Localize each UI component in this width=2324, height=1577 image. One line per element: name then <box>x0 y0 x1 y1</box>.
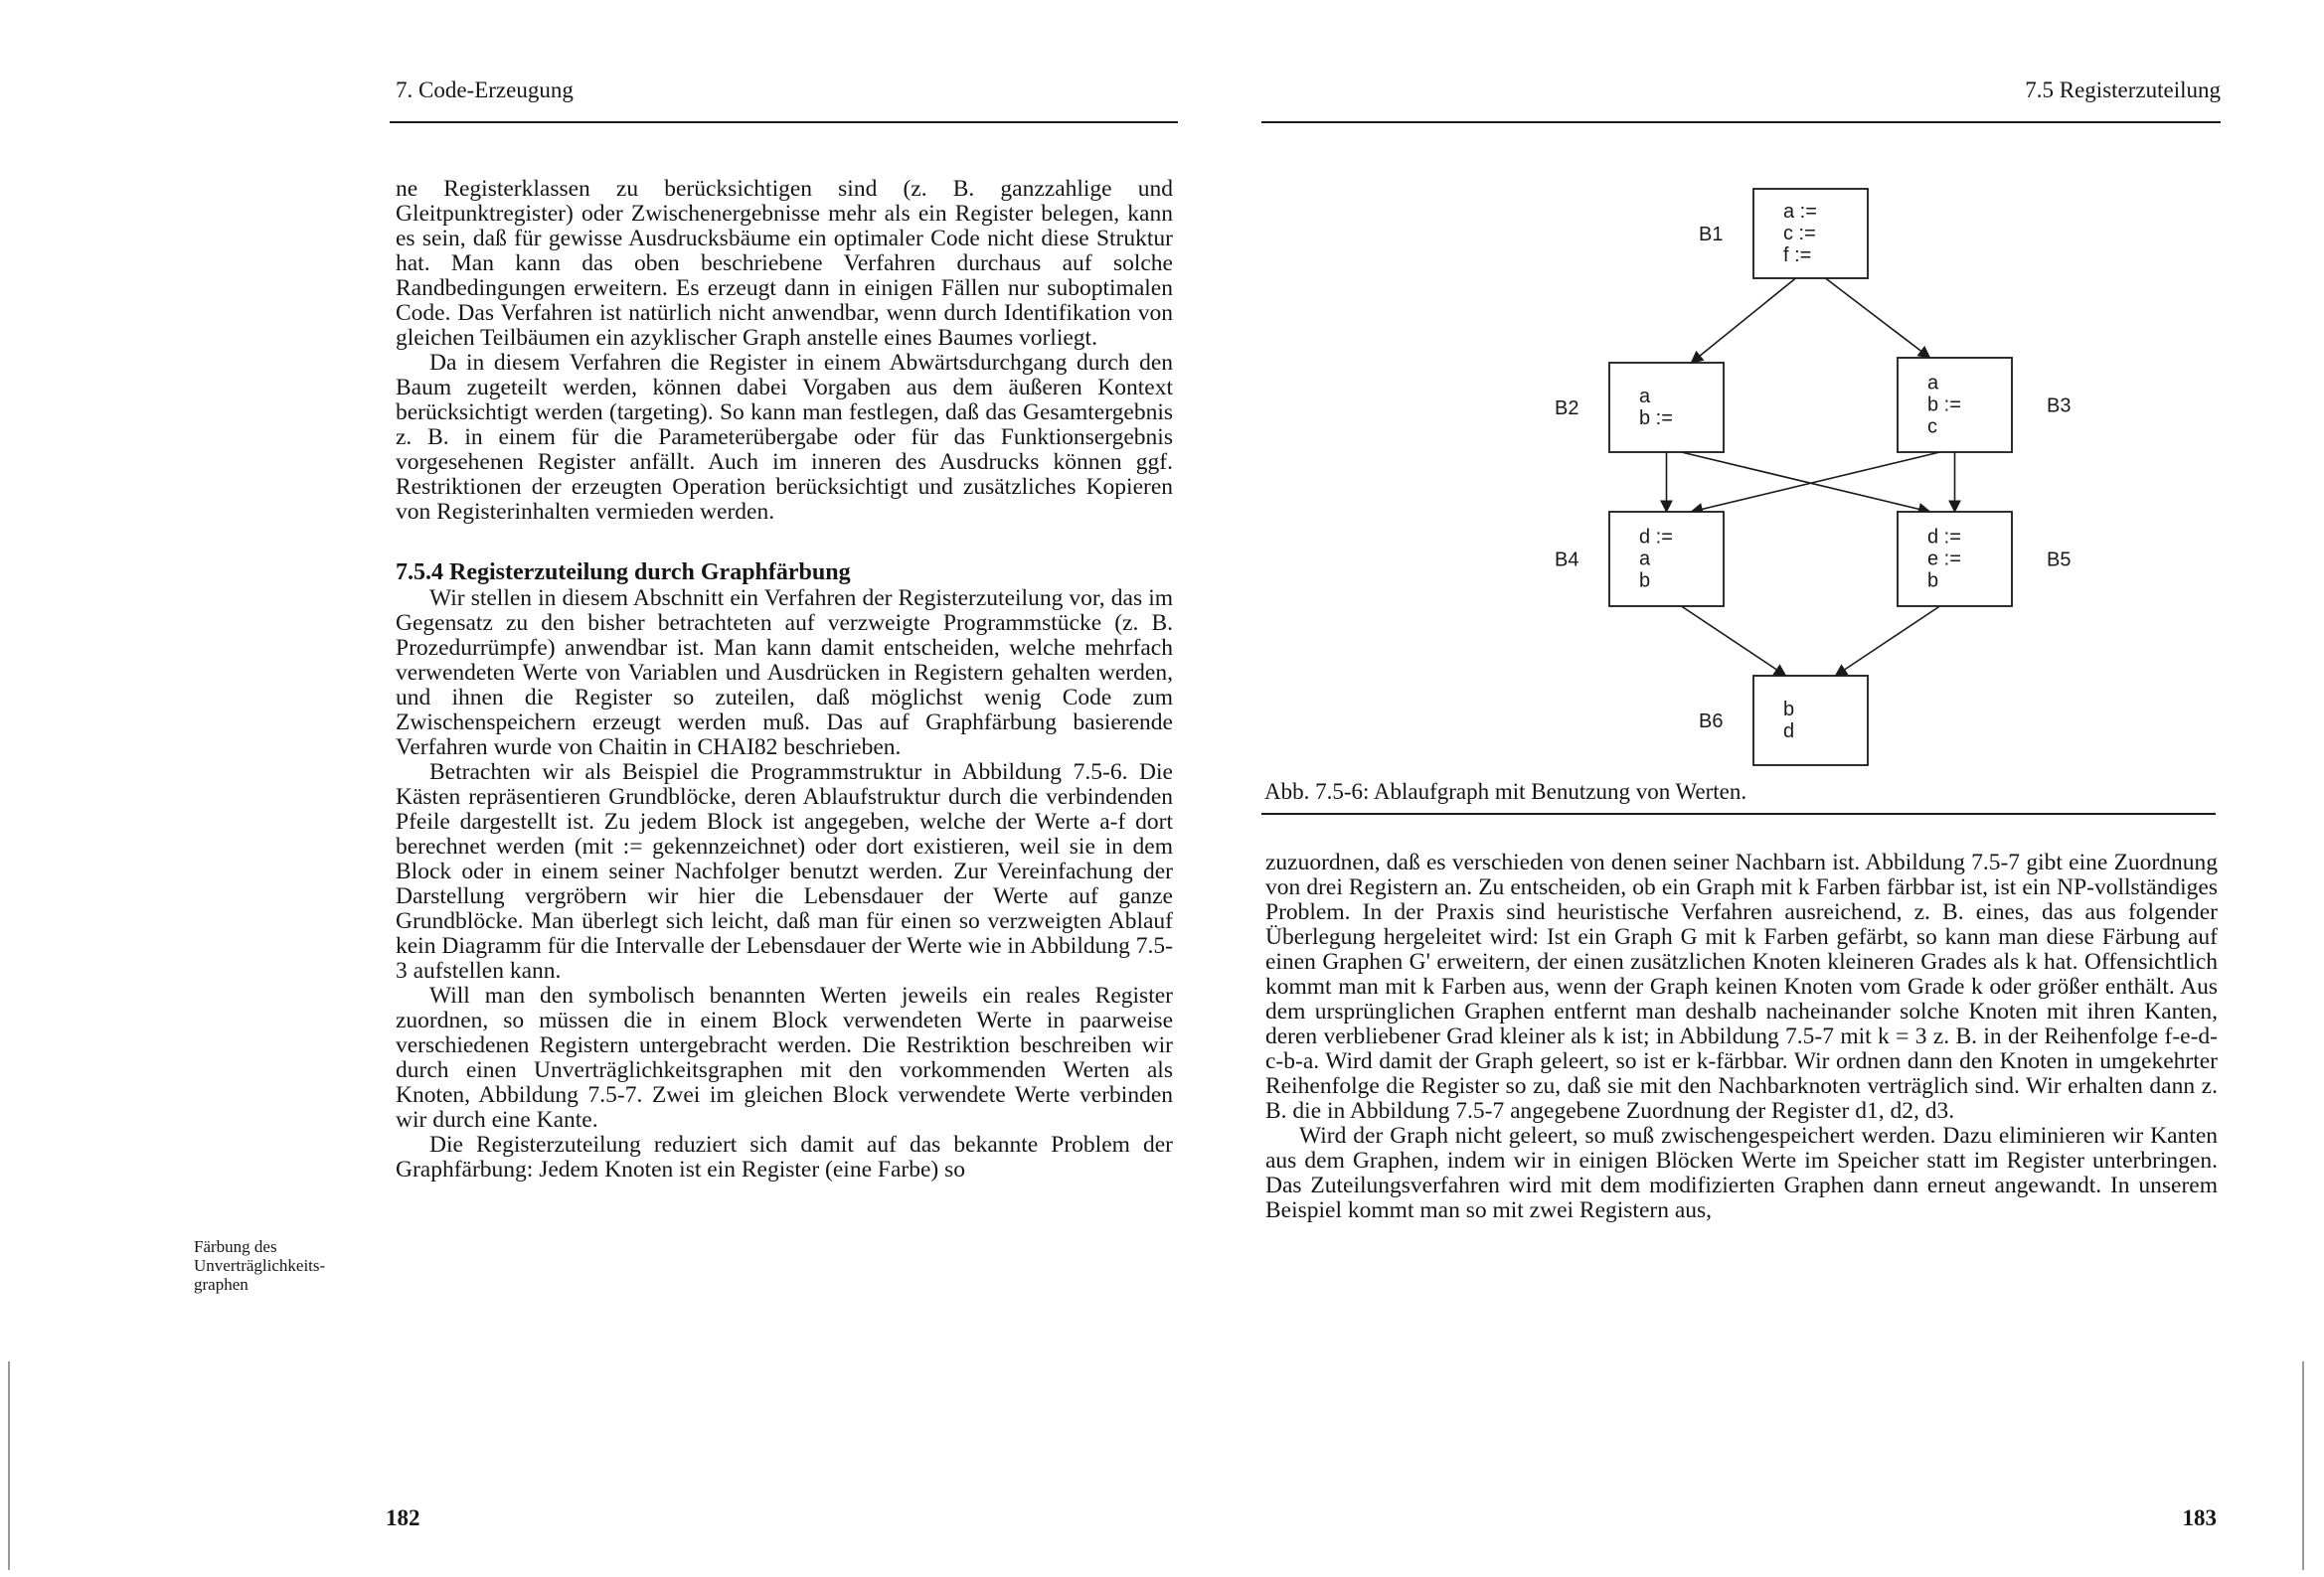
block-value: b <box>1639 569 1651 592</box>
block-value: e := <box>1927 548 1961 570</box>
paragraph: Will man den symbolisch benannten Werten jeweils ein reales Register zuordnen, so müssen die in einem Block verwendeten Werte in paarweise verschiedenen Registern untergebracht werden. Die Restriktion beschreiben wir durch einen Unverträglichkeitsgraphen mit den vorkommenden Werten als Knoten, Abbildung 7.5-7. Zwei im gleichen Block verwendete Werte verbinden wir durch eine Kante. <box>396 983 1173 1133</box>
right-body <box>1265 851 2218 1223</box>
scan-edge-mark <box>8 1361 10 1570</box>
edge-B2-B5 <box>1682 452 1930 512</box>
block-B3 <box>1898 358 2071 452</box>
paragraph: Die Registerzuteilung reduziert sich damit auf das bekannte Problem der Graphfärbung: Jedem Knoten ist ein Register (eine Farbe) so <box>396 1132 1173 1183</box>
page-number-right: 183 <box>2182 1505 2217 1530</box>
paragraph: Wird der Graph nicht geleert, so muß zwischengespeichert werden. Dazu eliminieren wir Kanten aus dem Graphen, indem wir in einigen Blöcken Werte im Speicher statt im Register unterbringen. Das Zuteilungsverfahren wird mit dem modifizierten Graphen dann erneut angewandt. In unserem Beispiel kommt man so mit zwei Registern aus, <box>1265 1123 2218 1223</box>
flow-edges <box>1667 278 1955 676</box>
right-page <box>1162 0 2324 1577</box>
block-value: b <box>1927 569 1939 592</box>
paragraph: ne Registerklassen zu berücksichtigen sind (z. B. ganzzahlige und Gleitpunktregister) oder Zwischenergebnisse mehr als ein Register belegen, kann es sein, daß für gewisse Ausdrucksbäume ein optimaler Code nicht diese Struktur hat. Man kann das oben beschriebene Verfahren durchaus auf solche Randbedingungen erweitern. Es erzeugt dann in einigen Fällen nur suboptimalen Code. Das Verfahren ist natürlich nicht anwendbar, wenn durch Identifikation von gleichen Teilbäumen ein azyklischer Graph anstelle eines Baumes vorliegt. <box>396 176 1173 351</box>
flow-graph-figure <box>1361 169 2116 785</box>
block-value: d := <box>1927 526 1961 549</box>
paragraph: Da in diesem Verfahren die Register in einem Abwärtsdurchgang durch den Baum zugeteilt werden, können dabei Vorgaben aus dem äußeren Kontext berücksichtigt werden (targeting). So kann man festlegen, daß das Gesamtergebnis z. B. in einem für die Parameterübergabe oder für das Funktionsergebnis vorgesehenen Register anfällt. Auch im inneren des Ausdrucks können ggf. Restriktionen der erzeugten Operation berücksichtigt und zusätzliches Kopieren von Registerinhalten vermieden werden. <box>396 350 1173 525</box>
block-value: b := <box>1927 394 1961 416</box>
block-B6 <box>1699 676 1868 765</box>
margin-note: Färbung des Unverträglichkeits-graphen <box>194 1237 326 1294</box>
caption-rule <box>1261 813 2216 815</box>
flow-blocks <box>1555 189 2071 765</box>
header-rule-left <box>390 121 1178 123</box>
figure-caption: Abb. 7.5-6: Ablaufgraph mit Benutzung von Werten. <box>1264 779 1747 804</box>
block-value: a <box>1927 372 1939 394</box>
block-box <box>1753 676 1868 765</box>
paragraph: Betrachten wir als Beispiel die Programmstruktur in Abbildung 7.5-6. Die Kästen repräsentieren Grundblöcke, deren Ablaufstruktur durch die verbindenden Pfeile dargestellt ist. Zu jedem Block ist angegeben, welche der Werte a-f dort berechnet werden (mit := gekennzeichnet) oder dort existieren, weil sie in dem Block oder in einem seiner Nachfolger benutzt werden. Zur Vereinfachung der Darstellung vergröbern wir hier die Lebensdauer der Werte auf ganze Grundblöcke. Man überlegt sich leicht, daß man für einen so verzweigten Ablauf kein Diagramm für die Intervalle der Lebensdauer der Werte wie in Abbildung 7.5-3 aufstellen kann. <box>396 759 1173 984</box>
block-value: b := <box>1639 407 1673 429</box>
block-value: f := <box>1783 244 1812 266</box>
block-value: a <box>1639 548 1651 570</box>
block-label: B6 <box>1699 710 1724 732</box>
block-B5 <box>1898 512 2071 606</box>
block-value: b <box>1783 699 1795 720</box>
paragraph: zuzuordnen, daß es verschieden von denen seiner Nachbarn ist. Abbildung 7.5-7 gibt eine Zuordnung von drei Registern an. Zu entscheiden, ob ein Graph mit k Farben färbbar ist, ist ein NP-vollständiges Problem. In der Praxis sind heuristische Verfahren ausreichend, z. B. eines, das aus folgender Überlegung hergeleitet wird: Ist ein Graph G mit k Farben gefärbt, so kann man diese Färbung auf einen Graphen G' erweitern, der einen zusätzlichen Knoten kleineren Grades als k hat. Offensichtlich kommt man mit k Farben aus, wenn der Graph keinen Knoten vom Grade k oder größer enthält. Aus dem ursprünglichen Graphen entfernt man deshalb nacheinander solche Knoten mit ihren Kanten, deren verbliebener Grad kleiner als k ist; in Abbildung 7.5-7 mit k = 3 z. B. in der Reihenfolge f-e-d-c-b-a. Wird damit der Graph geleert, so ist er k-färbbar. Wir ordnen dann den Knoten in umgekehrter Reihenfolge die Register so zu, daß sie mit den Nachbarknoten verträglich sind. Wir erhalten dann z. B. die in Abbildung 7.5-7 angegebene Zuordnung der Register d1, d2, d3. <box>1265 850 2218 1124</box>
edge-B4-B6 <box>1682 606 1786 676</box>
block-value: a <box>1639 386 1651 407</box>
block-value: c <box>1927 415 1937 438</box>
block-value: d <box>1783 720 1795 742</box>
block-label: B2 <box>1555 397 1579 419</box>
running-head-left: 7. Code-Erzeugung <box>396 78 574 102</box>
block-label: B1 <box>1699 224 1724 245</box>
paragraph: Wir stellen in diesem Abschnitt ein Verfahren der Registerzuteilung vor, das im Gegensatz zu den bisher betrachteten auf verzweigte Programmstücke (z. B. Prozedurrümpfe) anwendbar ist. Man kann damit entscheiden, welche mehrfach verwendeten Werte von Variablen und Ausdrücken in Registern gehalten werden, und ihnen die Register so zuteilen, daß möglichst wenig Code zum Zwischenspeichern erzeugt werden muß. Das auf Graphfärbung basierende Verfahren wurde von Chaitin in CHAI82 beschrieben. <box>396 585 1173 760</box>
block-value: a := <box>1783 201 1817 223</box>
block-value: d := <box>1639 526 1673 549</box>
block-B4 <box>1555 512 1724 606</box>
running-head-right: 7.5 Registerzuteilung <box>2025 78 2221 102</box>
block-label: B4 <box>1555 549 1579 571</box>
section-heading: 7.5.4 Registerzuteilung durch Graphfärbung <box>396 559 851 585</box>
header-rule-right <box>1261 121 2221 123</box>
page-number-left: 182 <box>386 1505 420 1530</box>
edge-B5-B6 <box>1836 606 1940 676</box>
edge-B1-B3 <box>1826 278 1930 358</box>
block-value: c := <box>1783 223 1816 244</box>
block-label: B5 <box>2047 549 2072 571</box>
block-label: B3 <box>2047 394 2072 417</box>
block-B1 <box>1699 189 1868 278</box>
edge-B3-B4 <box>1692 452 1940 512</box>
edge-B1-B2 <box>1692 278 1796 363</box>
scan-edge-mark <box>2302 1361 2304 1570</box>
left-body <box>396 177 1173 1183</box>
block-B2 <box>1555 363 1724 452</box>
